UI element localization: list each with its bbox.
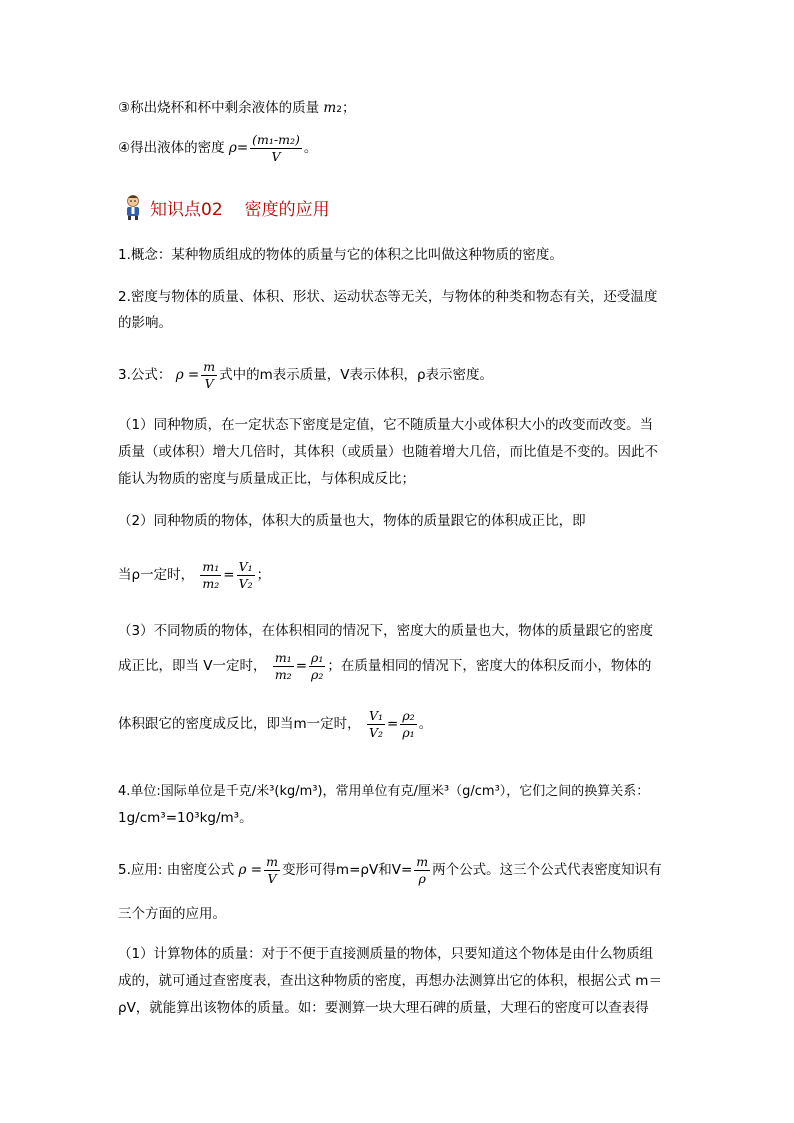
section-heading bbox=[122, 192, 330, 222]
step3-line: ③称出烧杯和杯中剩余液体的质量 m2； bbox=[118, 100, 356, 116]
concept-paragraph: 1.概念：某种物质组成的物体的质量与它的体积之比叫做这种物质的密度。 bbox=[118, 247, 563, 263]
point1-line2: 质量（或体积）增大几倍时，其体积（或质量）也随着增大几倍，而比值是不变的。因此不 bbox=[118, 444, 658, 460]
teacher-icon bbox=[122, 194, 144, 220]
compute-mass-line3: ρV，就能算出该物体的质量。如：要测算一块大理石碑的质量，大理石的密度可以查表得 bbox=[118, 1000, 649, 1016]
point3-line2: 成正比，即当 V一定时， $\frac{\text{m₁}}{\text{m₂}}$ = $\frac{\text{ρ₁}}{\text{ρ₂}}$ ；在质量相同的情况下，密度大的体积反而小，物体的 bbox=[118, 649, 652, 682]
section-number: 知识点02 bbox=[150, 199, 223, 220]
point2-formula: 当ρ一定时， $\frac{\text{m₁}}{\text{m₂}}$ = $\frac{\text{V₁}}{\text{V₂}}$ ； bbox=[118, 558, 271, 591]
compute-mass-line1: （1）计算物体的质量：对于不便于直接测质量的物体，只要知道这个物体是由什么物质组 bbox=[118, 946, 654, 962]
point1-line1: （1）同种物质，在一定状态下密度是定值，它不随质量大小或体积大小的改变而改变。当 bbox=[118, 417, 654, 433]
application-line2: 三个方面的应用。 bbox=[118, 906, 226, 922]
section-title: 密度的应用 bbox=[244, 199, 330, 220]
application-line1: 5.应用: 由密度公式 ρ = $\frac{m}{V}$ 变形可得m=ρV和V= $\frac{m}{\rho}$ 两个公式。这三个公式代表密度知识有 bbox=[118, 853, 662, 886]
density-fraction: $\frac{\text{(m₁-m₂)}}{V}$ bbox=[252, 131, 300, 164]
point1-line3: 能认为物质的密度与质量成正比，与体积成反比； bbox=[118, 471, 415, 487]
para2-line2: 的影响。 bbox=[118, 315, 172, 331]
point2-line1: （2）同种物质的物体，体积大的质量也大，物体的质量跟它的体积成正比，即 bbox=[118, 513, 586, 529]
units-line1: 4.单位:国际单位是千克/米³(kg/m³)，常用单位有克/厘米³（g/cm³），它们之间的换算关系： bbox=[118, 784, 650, 799]
units-line2: 1g/cm³=10³kg/m³。 bbox=[118, 810, 253, 826]
point3-line1: （3）不同物质的物体，在体积相同的情况下，密度大的质量也大，物体的质量跟它的密度 bbox=[118, 623, 654, 639]
rho-fraction: $\frac{m}{V}$ bbox=[203, 358, 216, 391]
step4-line: ④得出液体的密度 ρ= $\frac{\text{(m₁-m₂)}}{V}$ 。 bbox=[118, 131, 318, 164]
compute-mass-line2: 成的，就可通过查密度表，查出这种物质的密度，再想办法测算出它的体积，根据公式 m＝ bbox=[118, 973, 662, 989]
formula-line: 3.公式： ρ = $\frac{m}{V}$ 式中的m表示质量，V表示体积，ρ表示密度。 bbox=[118, 358, 494, 391]
point3-line3: 体积跟它的密度成反比，即当m一定时， $\frac{\text{V₁}}{\text{V₂}}$ = $\frac{\text{ρ₂}}{\text{ρ₁}}$ 。 bbox=[118, 707, 433, 740]
para2-line1: 2.密度与物体的质量、体积、形状、运动状态等无关，与物体的种类和物态有关，还受温度 bbox=[118, 289, 658, 305]
